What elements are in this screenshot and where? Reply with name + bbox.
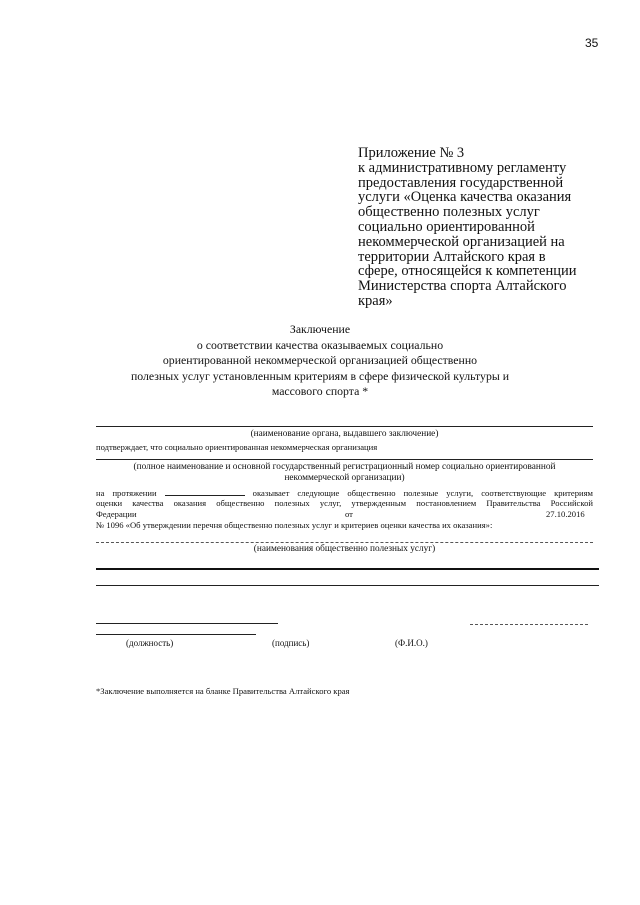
period-prefix: на протяжении (96, 488, 157, 498)
appendix-heading (358, 146, 598, 309)
appendix-line: некоммерческой организацией на (358, 233, 565, 250)
signature-top-line (96, 623, 278, 624)
period-rest: оказывает следующие общественно полезные услуги, соответствующие критериям (252, 488, 593, 498)
appendix-line: Приложение № 3 (358, 145, 465, 161)
appendix-line: Министерства спорта Алтайского (358, 278, 567, 295)
decree-number-line: № 1096 «Об утверждении перечня общественно полезных услуг и критериев оценки качества их оказания»: (96, 520, 493, 530)
signature-top-line-right (470, 624, 588, 625)
services-line-2[interactable] (96, 568, 599, 570)
services-caption: (наименования общественно полезных услуг) (253, 544, 436, 554)
position-field-line[interactable] (96, 634, 256, 635)
issuer-caption: (наименование органа, выдавшего заключение) (250, 429, 439, 439)
footnote: *Заключение выполняется на бланке Правительства Алтайского края (96, 686, 350, 696)
appendix-line: предоставления государственной (358, 174, 564, 191)
appendix-line: сфере, относящейся к компетенции (358, 263, 577, 280)
services-line-3[interactable] (96, 585, 599, 586)
position-label: (должность) (126, 638, 174, 648)
services-field-line[interactable] (96, 542, 593, 543)
page-number: 35 (585, 36, 599, 50)
signature-label: (подпись) (272, 638, 310, 648)
conclusion-line: о соответствии качества оказываемых социально (196, 337, 444, 352)
organization-caption-line1: (полное наименование и основной государственный регистрационный номер социально ориентированной (133, 462, 556, 472)
issuer-field-line[interactable] (96, 426, 593, 427)
appendix-line: края» (358, 292, 393, 309)
period-line (96, 487, 593, 499)
decree-line: оценки качества оказания общественно полезных услуг, утвержденным постановлением Правительства Российской (96, 498, 593, 508)
organization-field-line[interactable] (96, 459, 593, 460)
confirms-text: подтверждает, что социально ориентированная некоммерческая организация (96, 442, 378, 452)
appendix-line: услуги «Оценка качества оказания (358, 189, 572, 206)
decree-date: 27.10.2016 (546, 509, 585, 519)
organization-caption-line2: некоммерческой организации) (284, 473, 405, 483)
from-text: от (345, 509, 353, 519)
conclusion-line: ориентированной некоммерческой организацией общественно (162, 353, 478, 367)
period-field[interactable] (165, 487, 245, 496)
federation-text: Федерации (96, 509, 137, 519)
conclusion-heading (90, 322, 550, 400)
appendix-line: общественно полезных услуг (358, 204, 540, 221)
appendix-line: территории Алтайского края в (358, 248, 546, 265)
conclusion-title: Заключение (289, 322, 351, 336)
conclusion-line: массового спорта * (271, 384, 369, 398)
conclusion-line: полезных услуг установленным критериям в сфере физической культуры и (130, 368, 510, 383)
appendix-line: к административному регламенту (358, 159, 567, 176)
appendix-line: социально ориентированной (358, 218, 535, 235)
name-label: (Ф.И.О.) (395, 638, 428, 648)
